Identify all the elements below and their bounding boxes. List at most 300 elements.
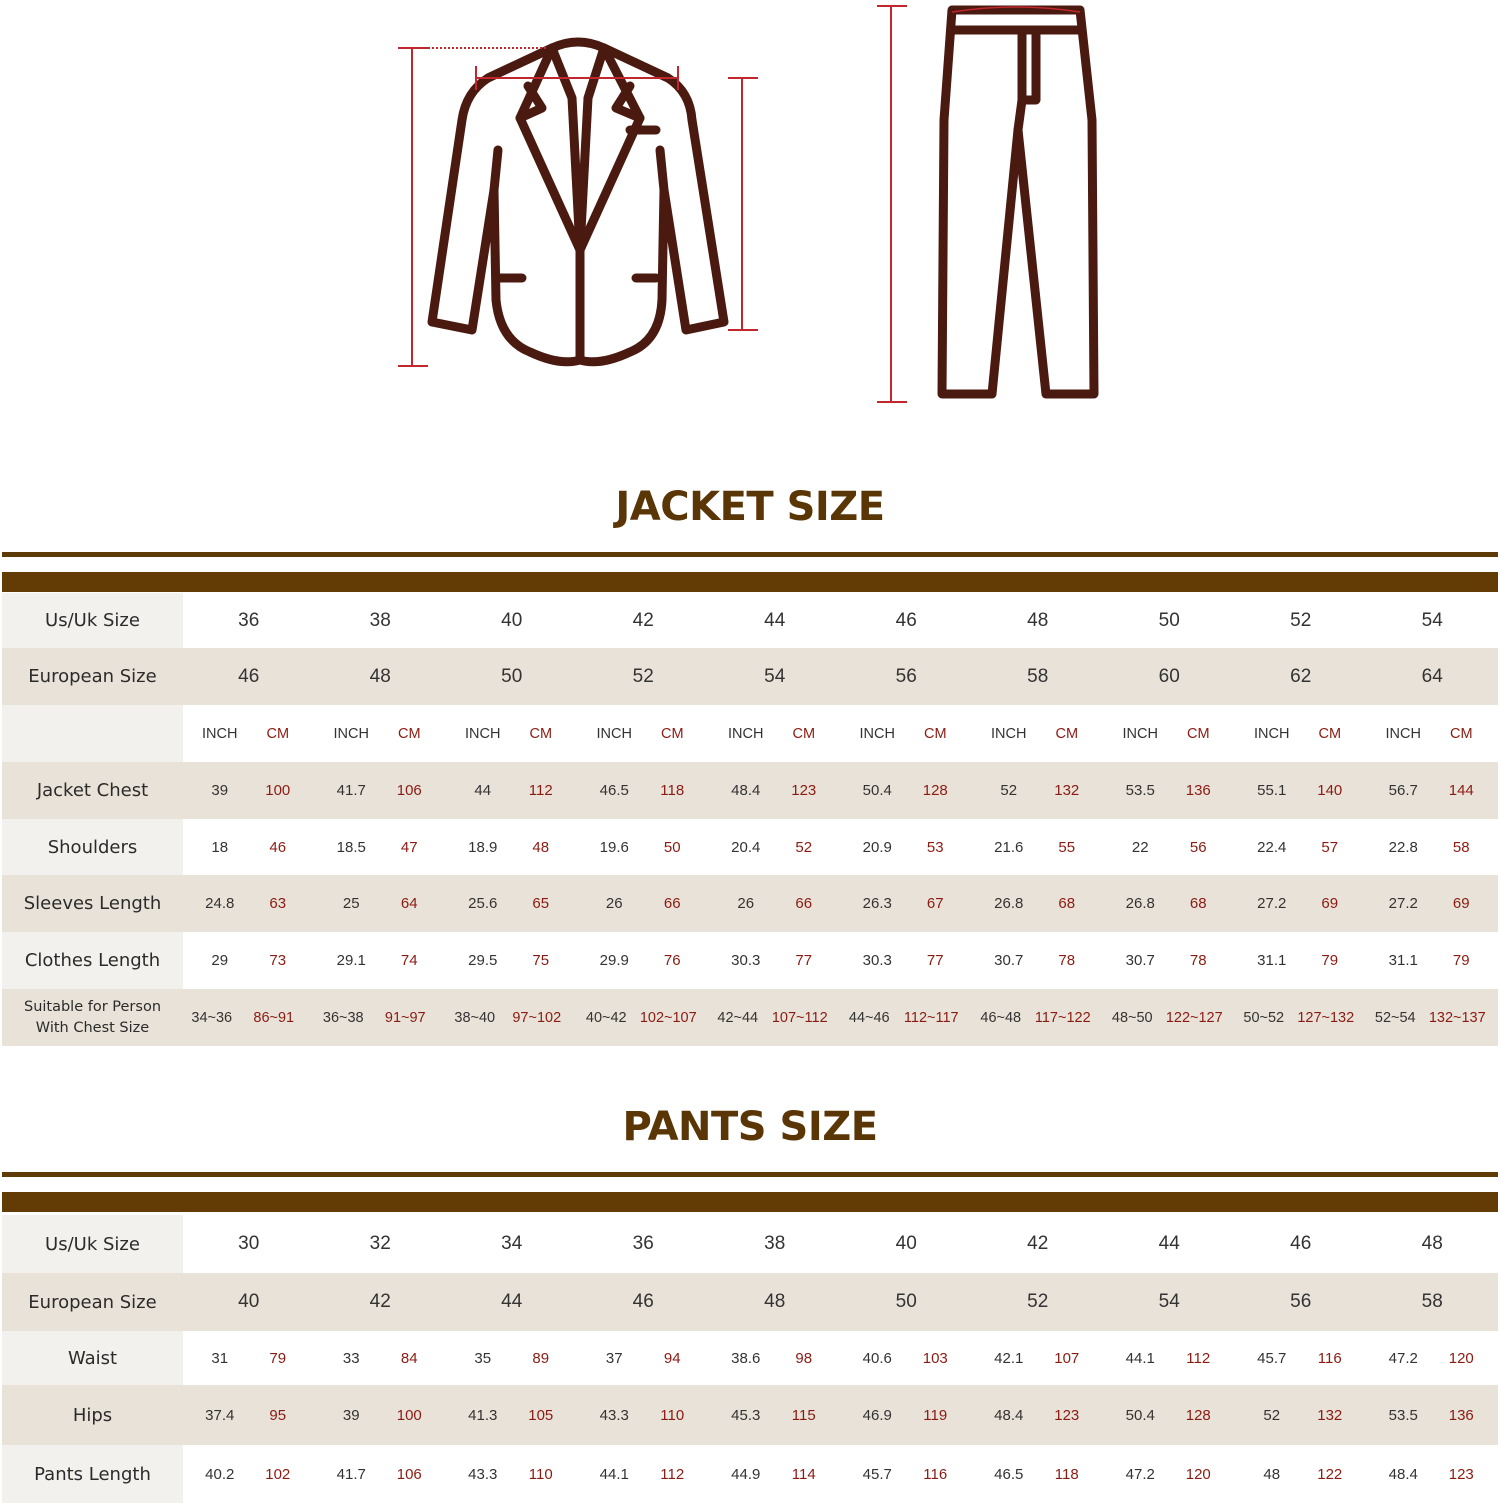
cm-value: 110 <box>660 1406 685 1424</box>
cm-value: 46 <box>269 838 287 856</box>
cm-unit-label: CM <box>266 725 290 742</box>
measure-cell <box>1235 1331 1367 1385</box>
cm-unit-label: CM <box>1186 725 1210 742</box>
inch-value: 44 <box>474 782 492 799</box>
measure-cell <box>709 1445 841 1503</box>
cm-value: 53 <box>926 838 944 856</box>
range-cell <box>1367 989 1499 1046</box>
inch-value: 31 <box>211 1349 229 1367</box>
cm-value: 103 <box>922 1349 948 1367</box>
cm-value: 63 <box>269 895 287 912</box>
inch-value: 18 <box>211 838 229 856</box>
measure-cell <box>446 1445 578 1503</box>
cm-value: 68 <box>1189 895 1207 912</box>
garment-illustrations <box>0 0 1500 420</box>
inch-unit-label: INCH <box>859 725 895 742</box>
range-cell <box>578 989 710 1046</box>
measure-cell <box>578 819 710 875</box>
unit-cell <box>841 705 973 762</box>
inch-value: 27.2 <box>1257 895 1287 912</box>
cm-value: 132 <box>1054 782 1080 799</box>
size-cell: 58 <box>1367 1273 1499 1331</box>
measure-cell <box>183 1331 315 1385</box>
inch-value: 50.4 <box>1125 1406 1155 1424</box>
size-cell: 36 <box>183 593 315 648</box>
inch-value: 22.4 <box>1257 838 1287 856</box>
cm-value: 144 <box>1448 782 1474 799</box>
cm-value: 69 <box>1321 895 1339 912</box>
cm-value: 102 <box>265 1465 291 1483</box>
pants-size-table <box>2 1215 1498 1503</box>
inch-value: 26 <box>605 895 623 912</box>
inch-value: 26 <box>737 895 755 912</box>
cm-value: 57 <box>1321 838 1339 856</box>
inch-value: 20.4 <box>731 838 761 856</box>
cm-value: 55 <box>1058 838 1076 856</box>
cm-value: 112 <box>528 782 553 799</box>
cm-value: 106 <box>396 1465 422 1483</box>
cm-value: 69 <box>1452 895 1470 912</box>
inch-value: 31.1 <box>1388 952 1418 969</box>
inch-value: 46.5 <box>599 782 629 799</box>
cm-value: 132 <box>1317 1406 1343 1424</box>
inch-range: 50~52 <box>1243 1009 1285 1026</box>
measure-cell <box>709 1385 841 1445</box>
inch-value: 25 <box>342 895 360 912</box>
measure-cell <box>315 762 447 819</box>
measure-cell <box>1367 762 1499 819</box>
cm-value: 66 <box>663 895 681 912</box>
cm-value: 64 <box>400 895 418 912</box>
cm-value: 128 <box>1185 1406 1211 1424</box>
measure-cell <box>972 875 1104 932</box>
suitable-chest-row <box>2 989 1498 1046</box>
inch-unit-label: INCH <box>465 725 501 742</box>
cm-range: 107~112 <box>771 1009 828 1026</box>
size-cell: 44 <box>709 593 841 648</box>
cm-value: 120 <box>1448 1349 1474 1367</box>
inch-value: 46.9 <box>862 1406 892 1424</box>
jacket-divider-thin <box>2 552 1498 557</box>
inch-value: 44.1 <box>599 1465 629 1483</box>
unit-cell <box>1104 705 1236 762</box>
cm-value: 120 <box>1185 1465 1211 1483</box>
measure-cell <box>1235 875 1367 932</box>
measure-cell <box>446 875 578 932</box>
inch-range: 48~50 <box>1111 1009 1153 1026</box>
range-cell <box>1235 989 1367 1046</box>
inch-value: 21.6 <box>994 838 1024 856</box>
inch-value: 41.3 <box>468 1406 498 1424</box>
inch-value: 26.8 <box>1125 895 1155 912</box>
measure-cell <box>446 762 578 819</box>
cm-value: 116 <box>1317 1349 1342 1367</box>
cm-value: 118 <box>1054 1465 1079 1483</box>
size-cell: 40 <box>841 1215 973 1273</box>
range-cell <box>709 989 841 1046</box>
inch-value: 45.7 <box>1257 1349 1287 1367</box>
measure-cell <box>972 1385 1104 1445</box>
measure-cell <box>841 932 973 989</box>
measure-cell <box>1104 875 1236 932</box>
row-label <box>2 989 183 1046</box>
cm-range: 127~132 <box>1297 1009 1355 1026</box>
inch-value: 33 <box>342 1349 360 1367</box>
inch-value: 48.4 <box>994 1406 1024 1424</box>
size-cell: 50 <box>841 1273 973 1331</box>
row-label: Jacket Chest <box>2 762 183 819</box>
measure-cell <box>709 1331 841 1385</box>
row-label-empty <box>2 705 183 762</box>
size-cell: 30 <box>183 1215 315 1273</box>
measure-cell <box>972 932 1104 989</box>
size-cell: 60 <box>1104 648 1236 705</box>
inch-unit-label: INCH <box>728 725 764 742</box>
cm-value: 67 <box>926 895 944 912</box>
measure-cell <box>1235 819 1367 875</box>
cm-value: 122 <box>1317 1465 1343 1483</box>
measure-cell <box>1104 762 1236 819</box>
cm-value: 95 <box>269 1406 287 1424</box>
unit-cell <box>972 705 1104 762</box>
inch-value: 48 <box>1263 1465 1281 1483</box>
cm-value: 89 <box>532 1349 550 1367</box>
inch-value: 29.9 <box>599 952 629 969</box>
inch-value: 29 <box>211 952 229 969</box>
size-cell: 32 <box>315 1215 447 1273</box>
pants-measurement-rows <box>2 1331 1498 1503</box>
measure-cell <box>709 875 841 932</box>
inch-value: 20.9 <box>862 838 892 856</box>
inch-value: 42.1 <box>994 1349 1024 1367</box>
measure-cell <box>1367 875 1499 932</box>
unit-cell <box>446 705 578 762</box>
measure-cell <box>1104 1331 1236 1385</box>
row-label: European Size <box>2 1273 183 1331</box>
inch-value: 26.8 <box>994 895 1024 912</box>
jacket-measurement-rows <box>2 762 1498 989</box>
table-row <box>2 1273 1498 1331</box>
row-label: Sleeves Length <box>2 875 183 932</box>
inch-value: 55.1 <box>1257 782 1287 799</box>
cm-value: 110 <box>528 1465 553 1483</box>
inch-value: 44.9 <box>731 1465 761 1483</box>
measure-cell <box>972 1445 1104 1503</box>
cm-value: 77 <box>795 952 813 969</box>
cm-value: 94 <box>663 1349 681 1367</box>
inch-unit-label: INCH <box>1254 725 1290 742</box>
measure-cell <box>446 819 578 875</box>
size-cell: 46 <box>578 1273 710 1331</box>
cm-value: 78 <box>1189 952 1207 969</box>
size-cell: 52 <box>972 1273 1104 1331</box>
inch-unit-label: INCH <box>202 725 238 742</box>
size-cell: 48 <box>315 648 447 705</box>
pants-divider-band <box>2 1192 1498 1212</box>
measure-cell <box>972 819 1104 875</box>
range-cell <box>315 989 447 1046</box>
size-cell: 36 <box>578 1215 710 1273</box>
inch-value: 37 <box>605 1349 623 1367</box>
inch-value: 43.3 <box>468 1465 498 1483</box>
inch-value: 31.1 <box>1257 952 1287 969</box>
size-cell: 38 <box>709 1215 841 1273</box>
inch-value: 29.5 <box>468 952 498 969</box>
measure-cell <box>578 1445 710 1503</box>
cm-value: 78 <box>1058 952 1076 969</box>
inch-range: 34~36 <box>191 1009 233 1026</box>
inch-value: 53.5 <box>1125 782 1155 799</box>
cm-value: 107 <box>1054 1349 1080 1367</box>
measure-cell <box>446 932 578 989</box>
measure-cell <box>578 1385 710 1445</box>
inch-value: 27.2 <box>1388 895 1418 912</box>
inch-value: 30.3 <box>731 952 761 969</box>
inch-unit-label: INCH <box>333 725 369 742</box>
cm-unit-label: CM <box>397 725 421 742</box>
size-cell: 44 <box>446 1273 578 1331</box>
cm-value: 112 <box>660 1465 685 1483</box>
size-cell: 34 <box>446 1215 578 1273</box>
jacket-size-table <box>2 593 1498 1046</box>
size-cell: 54 <box>1104 1273 1236 1331</box>
jacket-divider-band <box>2 572 1498 592</box>
cm-value: 50 <box>663 838 681 856</box>
cm-range: 122~127 <box>1165 1009 1223 1026</box>
range-cell <box>446 989 578 1046</box>
size-cell: 54 <box>1367 593 1499 648</box>
row-label: Hips <box>2 1385 183 1445</box>
inch-value: 45.7 <box>862 1465 892 1483</box>
size-cell: 40 <box>446 593 578 648</box>
measure-cell <box>841 875 973 932</box>
measure-cell <box>972 762 1104 819</box>
inch-range: 52~54 <box>1374 1009 1416 1026</box>
size-cell: 56 <box>1235 1273 1367 1331</box>
inch-value: 30.3 <box>862 952 892 969</box>
measure-cell <box>841 819 973 875</box>
measure-cell <box>315 875 447 932</box>
cm-range: 132~137 <box>1428 1009 1486 1026</box>
cm-range: 102~107 <box>639 1009 697 1026</box>
cm-value: 114 <box>791 1465 816 1483</box>
size-cell: 42 <box>578 593 710 648</box>
inch-value: 19.6 <box>599 838 629 856</box>
size-cell: 54 <box>709 648 841 705</box>
measure-cell <box>183 932 315 989</box>
cm-value: 75 <box>532 952 550 969</box>
measure-cell <box>841 1385 973 1445</box>
measure-cell <box>315 1331 447 1385</box>
cm-value: 140 <box>1317 782 1343 799</box>
range-cell <box>841 989 973 1046</box>
measure-cell <box>1235 1445 1367 1503</box>
inch-range: 40~42 <box>585 1009 627 1026</box>
cm-value: 79 <box>1321 952 1339 969</box>
inch-unit-label: INCH <box>596 725 632 742</box>
size-cell: 62 <box>1235 648 1367 705</box>
inch-value: 52 <box>1263 1406 1281 1424</box>
cm-value: 128 <box>922 782 948 799</box>
cm-value: 52 <box>795 838 813 856</box>
inch-value: 52 <box>1000 782 1018 799</box>
range-cell <box>1104 989 1236 1046</box>
table-row <box>2 1445 1498 1503</box>
measure-cell <box>1367 1385 1499 1445</box>
size-cell: 38 <box>315 593 447 648</box>
inch-range: 42~44 <box>717 1009 759 1026</box>
cm-range: 117~122 <box>1034 1009 1091 1026</box>
measure-cell <box>578 932 710 989</box>
inch-range: 38~40 <box>454 1009 496 1026</box>
size-cell: 50 <box>1104 593 1236 648</box>
measure-cell <box>709 762 841 819</box>
cm-unit-label: CM <box>792 725 816 742</box>
cm-unit-label: CM <box>923 725 947 742</box>
measure-cell <box>1104 1385 1236 1445</box>
unit-cell <box>315 705 447 762</box>
measure-cell <box>183 1385 315 1445</box>
measure-cell <box>841 762 973 819</box>
size-cell: 48 <box>972 593 1104 648</box>
size-cell: 52 <box>1235 593 1367 648</box>
inch-value: 39 <box>211 782 229 799</box>
inch-value: 43.3 <box>599 1406 629 1424</box>
cm-value: 123 <box>1448 1465 1474 1483</box>
size-cell: 44 <box>1104 1215 1236 1273</box>
inch-value: 41.7 <box>336 782 366 799</box>
inch-value: 45.3 <box>731 1406 761 1424</box>
cm-value: 58 <box>1452 838 1470 856</box>
cm-value: 112 <box>1186 1349 1211 1367</box>
cm-unit-label: CM <box>660 725 684 742</box>
inch-value: 30.7 <box>994 952 1024 969</box>
table-row <box>2 648 1498 705</box>
inch-unit-label: INCH <box>1385 725 1421 742</box>
row-label: Waist <box>2 1331 183 1385</box>
cm-value: 65 <box>532 895 550 912</box>
measure-cell <box>709 819 841 875</box>
pants-divider-thin <box>2 1172 1498 1177</box>
inch-unit-label: INCH <box>1122 725 1158 742</box>
inch-value: 38.6 <box>731 1349 761 1367</box>
measure-cell <box>1367 932 1499 989</box>
size-cell: 52 <box>578 648 710 705</box>
cm-range: 91~97 <box>384 1009 426 1026</box>
measure-cell <box>183 762 315 819</box>
size-cell: 42 <box>972 1215 1104 1273</box>
measure-cell <box>1367 1445 1499 1503</box>
cm-value: 79 <box>269 1349 287 1367</box>
inch-value: 18.5 <box>336 838 366 856</box>
inch-range: 46~48 <box>980 1009 1022 1026</box>
pants-measure-lines <box>877 6 1080 402</box>
inch-value: 29.1 <box>336 952 366 969</box>
inch-unit-label: INCH <box>991 725 1027 742</box>
cm-value: 123 <box>791 782 817 799</box>
inch-value: 25.6 <box>468 895 498 912</box>
inch-value: 50.4 <box>862 782 892 799</box>
measure-cell <box>315 932 447 989</box>
measure-cell <box>972 1331 1104 1385</box>
cm-value: 73 <box>269 952 287 969</box>
measure-cell <box>183 819 315 875</box>
inch-value: 39 <box>342 1406 360 1424</box>
inch-value: 47.2 <box>1388 1349 1418 1367</box>
table-row <box>2 593 1498 648</box>
cm-value: 119 <box>923 1406 948 1424</box>
cm-value: 106 <box>396 782 422 799</box>
cm-value: 123 <box>1054 1406 1080 1424</box>
measure-cell <box>841 1445 973 1503</box>
measure-cell <box>841 1331 973 1385</box>
inch-value: 41.7 <box>336 1465 366 1483</box>
cm-value: 98 <box>795 1349 813 1367</box>
inch-value: 35 <box>474 1349 492 1367</box>
size-cell: 50 <box>446 648 578 705</box>
inch-value: 47.2 <box>1125 1465 1155 1483</box>
inch-value: 40.2 <box>205 1465 235 1483</box>
measure-cell <box>315 1385 447 1445</box>
unit-cell <box>578 705 710 762</box>
row-label: Pants Length <box>2 1445 183 1503</box>
table-row <box>2 762 1498 819</box>
cm-unit-label: CM <box>529 725 553 742</box>
cm-unit-label: CM <box>1318 725 1342 742</box>
measure-cell <box>1235 1385 1367 1445</box>
suitable-label-line2: With Chest Size <box>35 1019 150 1036</box>
table-row <box>2 875 1498 932</box>
inch-value: 40.6 <box>862 1349 892 1367</box>
inch-value: 44.1 <box>1125 1349 1155 1367</box>
size-cell: 58 <box>972 648 1104 705</box>
measure-cell <box>1235 762 1367 819</box>
jacket-size-title: JACKET SIZE <box>615 484 885 530</box>
inch-range: 36~38 <box>322 1009 364 1026</box>
unit-cell <box>1367 705 1499 762</box>
table-row <box>2 819 1498 875</box>
measure-cell <box>709 932 841 989</box>
inch-range: 44~46 <box>848 1009 890 1026</box>
unit-cell <box>709 705 841 762</box>
unit-cell <box>183 705 315 762</box>
cm-value: 66 <box>795 895 813 912</box>
inch-value: 18.9 <box>468 838 498 856</box>
measure-cell <box>1104 819 1236 875</box>
inch-value: 24.8 <box>205 895 235 912</box>
cm-value: 116 <box>923 1465 948 1483</box>
inch-value: 46.5 <box>994 1465 1024 1483</box>
inch-value: 37.4 <box>205 1406 235 1424</box>
measure-cell <box>183 1445 315 1503</box>
cm-value: 100 <box>265 782 291 799</box>
measure-cell <box>1235 932 1367 989</box>
table-row <box>2 1215 1498 1273</box>
cm-unit-label: CM <box>1055 725 1079 742</box>
row-label: Us/Uk Size <box>2 1215 183 1273</box>
cm-unit-label: CM <box>1449 725 1473 742</box>
cm-value: 115 <box>791 1406 816 1424</box>
cm-value: 136 <box>1185 782 1211 799</box>
size-cell: 46 <box>841 593 973 648</box>
measure-cell <box>315 1445 447 1503</box>
inch-value: 26.3 <box>862 895 892 912</box>
inch-value: 53.5 <box>1388 1406 1418 1424</box>
inch-value: 56.7 <box>1388 782 1418 799</box>
cm-value: 76 <box>663 952 681 969</box>
size-cell: 46 <box>1235 1215 1367 1273</box>
inch-value: 30.7 <box>1125 952 1155 969</box>
